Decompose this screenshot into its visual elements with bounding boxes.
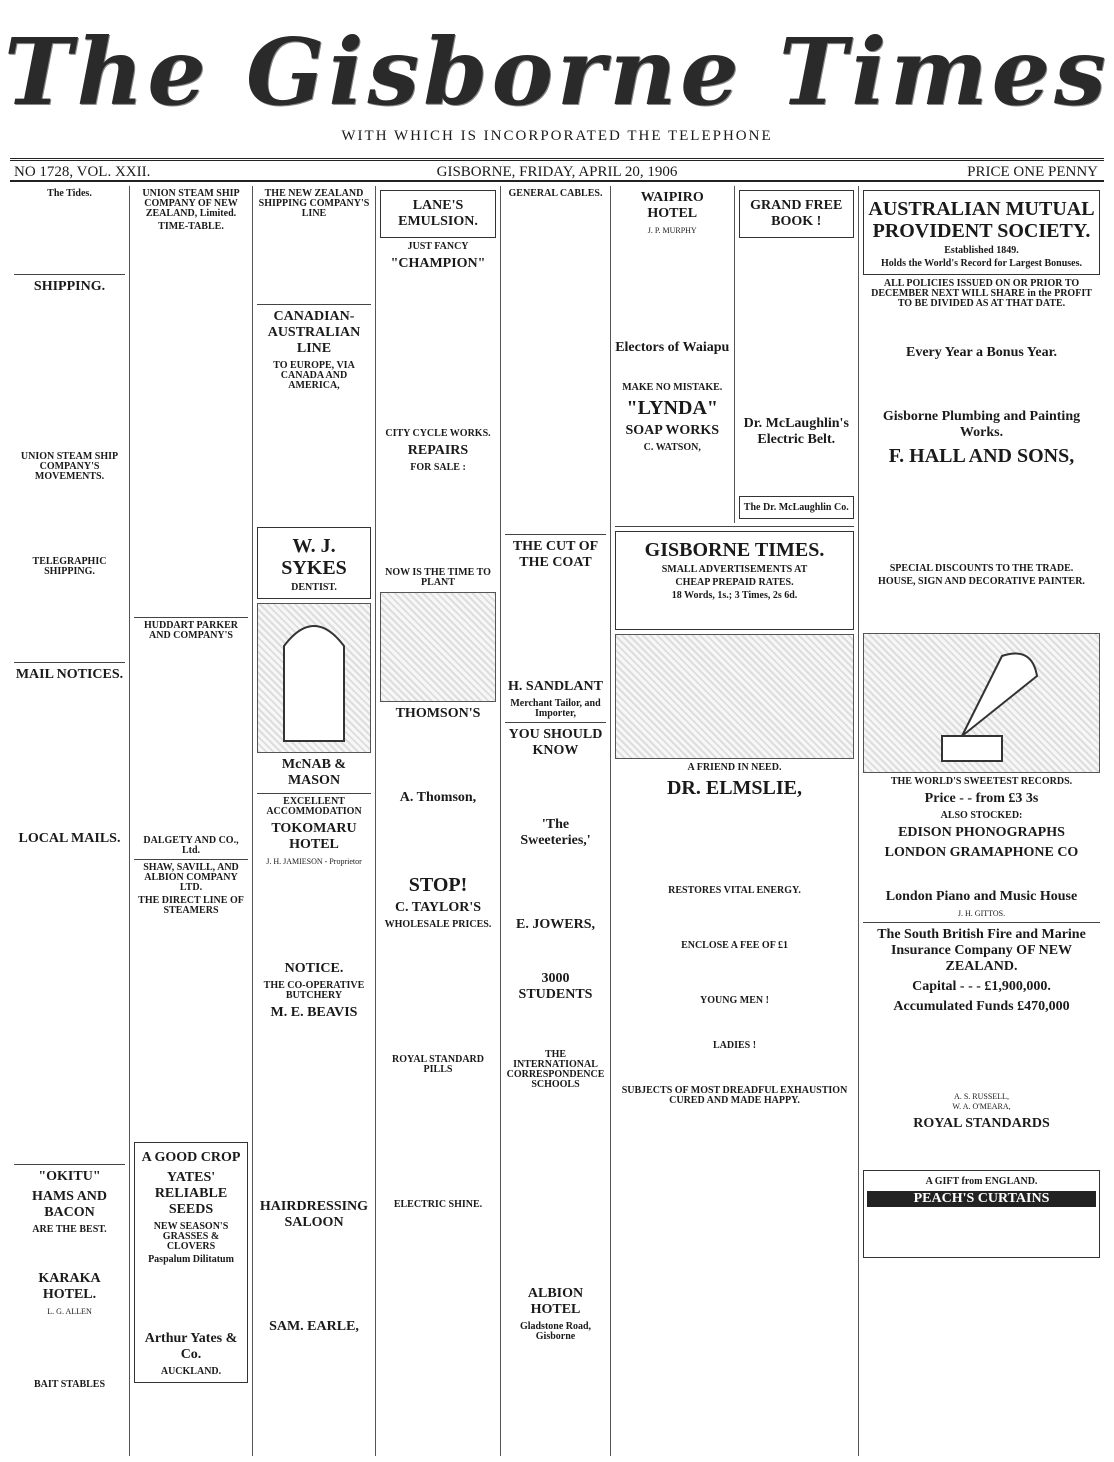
local-mails-text [14, 851, 125, 1161]
mistake-heading: MAKE NO MISTAKE. [622, 382, 723, 393]
russell-name: A. S. RUSSELL, [954, 1092, 1009, 1101]
canadian-text [257, 393, 371, 523]
times-ad-text [619, 603, 850, 623]
stop-heading: STOP! [408, 874, 468, 896]
subjects-text [615, 1108, 854, 1188]
huddart-heading: HUDDART PARKER AND COMPANY'S [143, 620, 238, 641]
gramophone-icon [922, 636, 1042, 766]
champion-heading: "CHAMPION" [390, 256, 486, 271]
nz-shipping-heading: THE NEW ZEALAND SHIPPING COMPANY'S LINE [258, 188, 370, 219]
divider [863, 922, 1100, 923]
forsale-heading: FOR SALE : [410, 462, 466, 473]
column-2 [130, 186, 253, 1456]
column-6 [611, 186, 859, 1456]
schools-text [505, 1092, 606, 1282]
policies-text [863, 311, 1100, 341]
waipiro-heading: WAIPIRO HOTEL [640, 190, 704, 221]
notice-heading: NOTICE. [284, 961, 344, 976]
sweeteries-text [505, 853, 606, 913]
paspalum-heading: Paspalum Dilitatum [148, 1254, 234, 1265]
hairdressing-text [257, 1235, 371, 1315]
taylor-heading: C. TAYLOR'S [394, 900, 482, 915]
shipping-text [14, 299, 125, 449]
hams-heading: HAMS AND BACON [31, 1189, 108, 1220]
cheap-rates-heading: CHEAP PREPAID RATES. [675, 577, 794, 588]
karaka-proprietor: L. G. ALLEN [47, 1307, 92, 1316]
thomson-address [380, 810, 496, 870]
divider [615, 526, 854, 527]
amp-heading: AUSTRALIAN MUTUAL PROVIDENT SOCIETY. [868, 198, 1095, 242]
repairs-heading: REPAIRS [407, 443, 469, 458]
waipiro-text [615, 236, 730, 336]
lanes-ad [380, 190, 496, 238]
col6-top [615, 186, 854, 523]
amp-box [863, 190, 1100, 275]
price-heading: Price - - from £3 3s [924, 791, 1039, 806]
waipiro-proprietor: J. P. MURPHY [647, 226, 697, 235]
times-ad-box [615, 531, 854, 630]
house-painter-heading: HOUSE, SIGN AND DECORATIVE PAINTER. [878, 576, 1085, 587]
column-1 [10, 186, 130, 1456]
issue-number: NO 1728, VOL. XXII. [14, 164, 151, 180]
enclose-heading: ENCLOSE A FEE OF £1 [681, 940, 788, 951]
union-company-heading: UNION STEAM SHIP COMPANY OF NEW ZEALAND, Limited. [142, 188, 240, 219]
thomson-name: A. Thomson, [399, 790, 477, 805]
tides-text [14, 211, 125, 271]
pills-text [380, 1077, 496, 1197]
union-movements-heading: UNION STEAM SHIP COMPANY'S MOVEMENTS. [20, 451, 119, 482]
hall-heading: F. HALL AND SONS, [888, 445, 1075, 467]
soap-works-heading: SOAP WORKS [625, 423, 719, 438]
column-4 [376, 186, 501, 1456]
south-british-heading: The South British Fire and Marine Insurance Company OF NEW ZEALAND. [877, 927, 1086, 974]
tides-table [14, 201, 125, 211]
cables-heading: GENERAL CABLES. [508, 188, 603, 199]
divider [505, 534, 606, 535]
tides-heading: The Tides. [47, 188, 92, 199]
albion-heading: ALBION HOTEL [527, 1286, 584, 1317]
restores-heading: RESTORES VITAL ENERGY. [668, 885, 801, 896]
divider [257, 793, 371, 794]
hams-subheading: ARE THE BEST. [32, 1224, 107, 1235]
europe-heading: TO EUROPE, VIA CANADA AND AMERICA, [273, 360, 355, 391]
tokomaru-proprietor: J. H. JAMIESON - Proprietor [266, 857, 362, 866]
yates-seeds-heading: YATES' RELIABLE SEEDS [154, 1170, 228, 1217]
issue-price: PRICE ONE PENNY [967, 164, 1098, 180]
mclaughlin-co-box [739, 496, 855, 519]
shipping-heading: SHIPPING. [33, 279, 106, 294]
masthead [0, 0, 1114, 180]
accommodation-heading: EXCELLENT ACCOMMODATION [266, 796, 362, 817]
should-know-heading: YOU SHOULD KNOW [508, 727, 603, 758]
electric-shine-heading: ELECTRIC SHINE. [393, 1199, 483, 1210]
lanes-heading: LANE'S EMULSION. [398, 198, 478, 229]
mclaughlin-text [739, 452, 855, 492]
column-5 [501, 186, 611, 1456]
timetable-heading: TIME-TABLE. [158, 221, 224, 232]
divider [505, 722, 606, 723]
sandlant-heading: H. SANDLANT [508, 679, 603, 694]
champion-text [380, 276, 496, 426]
small-ads-heading: SMALL ADVERTISEMENTS AT [661, 564, 808, 575]
column-3 [253, 186, 376, 1456]
times-heading: GISBORNE TIMES. [644, 539, 825, 561]
waipiro-block [615, 186, 735, 523]
wholesale-heading: WHOLESALE PRICES. [384, 919, 492, 930]
mail-notices-text [14, 687, 125, 827]
telegraphic-heading: TELEGRAPHIC SHIPPING. [32, 556, 107, 577]
newspaper-subtitle: WITH WHICH IS INCORPORATED THE TELEPHONE [341, 128, 773, 144]
divider [134, 859, 248, 860]
cut-coat-heading: THE CUT OF THE COAT [512, 539, 599, 570]
students-text [505, 1007, 606, 1047]
good-crop-heading: A GOOD CROP [141, 1150, 241, 1165]
discounts-heading: SPECIAL DISCOUNTS TO THE TRADE. [889, 563, 1074, 574]
gift-heading: A GIFT from ENGLAND. [925, 1176, 1038, 1187]
earle-heading: SAM. EARLE, [269, 1319, 359, 1334]
cut-coat-text [505, 575, 606, 675]
royal-standards-heading: ROYAL STANDARDS [913, 1116, 1050, 1131]
jowers-heading: E. JOWERS, [516, 917, 595, 932]
karaka-text [14, 1317, 125, 1377]
hairdressing-heading: HAIRDRESSING SALOON [259, 1199, 369, 1230]
sykes-ad [257, 527, 371, 599]
thomson-heading: THOMSON'S [395, 706, 481, 721]
divider [257, 304, 371, 305]
bait-stables-heading: BAIT STABLES [33, 1379, 106, 1390]
elmslie-text [615, 803, 854, 883]
should-know-text [505, 763, 606, 813]
sweeteries-heading: 'The Sweeteries,' [520, 817, 591, 848]
canadian-heading: CANADIAN-AUSTRALIAN LINE [267, 309, 361, 356]
bonus-heading: Every Year a Bonus Year. [905, 345, 1058, 360]
house-painter-text [863, 589, 1100, 629]
divider [14, 662, 125, 663]
policies-heading: ALL POLICIES ISSUED ON OR PRIOR TO DECEMBER NEXT WILL SHARE in the PROFIT TO BE DIVIDED AS AT THAT DATE. [871, 278, 1092, 309]
column-7 [859, 186, 1104, 1456]
mclaughlin-block [735, 186, 855, 523]
dentist-heading: DENTIST. [291, 582, 337, 593]
cables-text [505, 201, 606, 531]
ladies-heading: LADIES ! [712, 1040, 757, 1051]
divider [14, 274, 125, 275]
london-gramophone-heading: LONDON GRAMAPHONE CO [884, 845, 1079, 860]
monument-illustration [257, 603, 371, 753]
issue-date: GISBORNE, FRIDAY, APRIL 20, 1906 [436, 164, 678, 180]
hall-text [863, 471, 1100, 561]
amp-established: Established 1849. [944, 245, 1019, 256]
huddart-text [134, 643, 248, 833]
direct-line-heading: THE DIRECT LINE OF STEAMERS [138, 895, 244, 916]
gramophone-illustration [863, 633, 1100, 773]
arthur-yates-name: Arthur Yates & Co. [144, 1331, 238, 1362]
thomson-text [380, 726, 496, 786]
telegraphic-text [14, 579, 125, 659]
dalgety-signature: DALGETY AND CO., Ltd. [143, 835, 239, 856]
sykes-heading: W. J. SYKES [281, 535, 347, 579]
capital-value: Capital - - - £1,900,000. [912, 979, 1051, 994]
records-heading: THE WORLD'S SWEETEST RECORDS. [890, 776, 1073, 787]
mcnab-heading: McNAB & MASON [281, 757, 347, 788]
south-british-text [863, 1019, 1100, 1089]
electors-text [615, 360, 730, 380]
butchery-heading: THE CO-OPERATIVE BUTCHERY [263, 980, 365, 1001]
london-piano-heading: London Piano and Music House [885, 889, 1078, 904]
grand-book-box [739, 190, 855, 238]
funds-value: Accumulated Funds £470,000 [893, 999, 1070, 1014]
words-rate: 18 Words, 1s.; 3 Times, 2s 6d. [671, 590, 798, 601]
mail-notices-heading: MAIL NOTICES. [15, 667, 124, 682]
okitu-heading: "OKITU" [38, 1169, 101, 1184]
omeara-name: W. A. O'MEARA, [952, 1102, 1011, 1111]
ladies-text [615, 1053, 854, 1083]
royal-standards-text [863, 1136, 1100, 1166]
mclaughlin-heading: Dr. McLaughlin's Electric Belt. [743, 416, 849, 447]
cycle-heading: CITY CYCLE WORKS. [385, 428, 491, 439]
yates-location: AUCKLAND. [160, 1366, 222, 1377]
peach-text [867, 1211, 1096, 1251]
newspaper-title: The Gisborne Times [4, 18, 1110, 126]
divider [134, 617, 248, 618]
gramophone-text [863, 865, 1100, 885]
sandlant-subheading: Merchant Tailor, and Importer, [510, 698, 601, 719]
local-mails-heading: LOCAL MAILS. [18, 831, 121, 846]
amp-holds: Holds the World's Record for Largest Bonuses. [880, 258, 1083, 269]
enclose-text [615, 953, 854, 993]
taylor-text [380, 932, 496, 1052]
yates-text [138, 1267, 244, 1327]
restores-text [615, 898, 854, 938]
young-men-heading: YOUNG MEN ! [700, 995, 769, 1006]
bonus-text [863, 365, 1100, 405]
grand-book-heading: GRAND FREE BOOK ! [750, 198, 843, 229]
beavis-text [257, 1025, 371, 1195]
karaka-heading: KARAKA HOTEL. [38, 1271, 101, 1302]
timetable-text [134, 234, 248, 614]
gittos-name: J. H. GITTOS. [957, 909, 1006, 918]
edison-heading: EDISON PHONOGRAPHS [898, 825, 1065, 840]
young-men-text [615, 1008, 854, 1038]
electors-heading: Electors of Waiapu [615, 340, 730, 355]
peach-heading: PEACH'S CURTAINS [867, 1191, 1096, 1207]
watson-heading: C. WATSON, [643, 442, 701, 453]
elmslie-heading: DR. ELMSLIE, [666, 777, 803, 799]
grand-book-text [739, 242, 855, 412]
shaw-heading: SHAW, SAVILL, AND ALBION COMPANY LTD. [143, 862, 239, 893]
fancy-heading: JUST FANCY [407, 241, 469, 252]
hams-text [14, 1237, 125, 1267]
divider [14, 1164, 125, 1165]
subjects-heading: SUBJECTS OF MOST DREADFUL EXHAUSTION CURED AND MADE HAPPY. [621, 1085, 848, 1106]
plumbing-heading: Gisborne Plumbing and Painting Works. [882, 409, 1081, 440]
grasses-heading: NEW SEASON'S GRASSES & CLOVERS [153, 1221, 229, 1252]
albion-subheading: Gladstone Road, Gisborne [519, 1321, 592, 1342]
dateline [10, 158, 1104, 182]
union-movements-text [14, 484, 125, 554]
schools-heading: THE INTERNATIONAL CORRESPONDENCE SCHOOLS [506, 1049, 605, 1090]
monument-icon [274, 606, 354, 746]
yates-ad [134, 1142, 248, 1383]
mclaughlin-co-heading: The Dr. McLaughlin Co. [743, 502, 849, 513]
doctor-illustration [615, 634, 854, 759]
tokomaru-heading: TOKOMARU HOTEL [271, 821, 357, 852]
lynda-heading: "LYNDA" [626, 397, 718, 419]
pills-heading: ROYAL STANDARD PILLS [392, 1054, 484, 1075]
shaw-text [134, 918, 248, 1138]
students-heading: 3000 STUDENTS [518, 971, 593, 1002]
tokomaru-text [257, 867, 371, 957]
nz-shipping-text [257, 221, 371, 301]
jowers-text [505, 937, 606, 967]
gardener-illustration [380, 592, 496, 702]
friend-heading: A FRIEND IN NEED. [687, 762, 782, 773]
plant-heading: NOW IS THE TIME TO PLANT [385, 567, 491, 588]
peach-ad-box [863, 1170, 1100, 1258]
cycle-text [380, 475, 496, 565]
beavis-heading: M. E. BEAVIS [270, 1005, 358, 1020]
also-stocked-heading: ALSO STOCKED: [940, 810, 1023, 821]
